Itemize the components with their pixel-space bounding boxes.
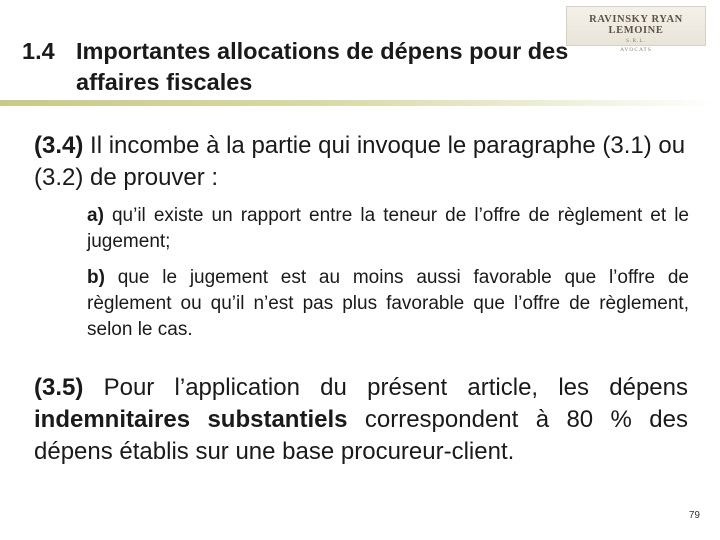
paragraph-3-5-text-after: correspondent à 80 % des dépens établis sur une base procureur-client. — [34, 406, 688, 465]
paragraph-3-5 — [34, 372, 688, 468]
title-line-2: affaires fiscales — [76, 69, 253, 95]
paragraph-3-4-label: (3.4) — [34, 132, 84, 159]
title-number: 1.4 — [22, 38, 55, 64]
paragraph-3-5-text-before: Pour l’application du présent article, les dépens — [83, 374, 688, 401]
sub-item-a — [87, 203, 689, 255]
paragraph-3-5-bold-term: indemnitaires substantiels — [34, 406, 348, 433]
sub-item-b — [87, 265, 689, 343]
paragraph-3-5-label: (3.5) — [34, 374, 84, 401]
sub-item-a-label: a) — [87, 205, 104, 226]
sub-item-b-label: b) — [87, 267, 105, 288]
paragraph-3-4-text: Il incombe à la partie qui invoque le paragraphe (3.1) ou (3.2) de prouver : — [34, 132, 686, 191]
sub-item-b-text: que le jugement est au moins aussi favorable que l’offre de règlement ou qu’il n’est pas plus favorable que l’offre de règlement, selon le cas. — [87, 267, 689, 340]
title-line-1: Importantes allocations de dépens pour des — [76, 38, 569, 64]
page-number: 79 — [688, 510, 700, 521]
title-underline-bar — [0, 100, 720, 106]
slide-title — [22, 36, 682, 98]
paragraph-3-4 — [34, 130, 688, 194]
logo-subtitle-2: AVOCATS — [620, 46, 652, 53]
logo-subtitle-1: S.R.L. — [625, 38, 647, 44]
logo-firm-name: RAVINSKY RYAN LEMOINE — [589, 14, 683, 36]
sub-item-a-text: qu’il existe un rapport entre la teneur de l’offre de règlement et le jugement; — [87, 205, 689, 252]
